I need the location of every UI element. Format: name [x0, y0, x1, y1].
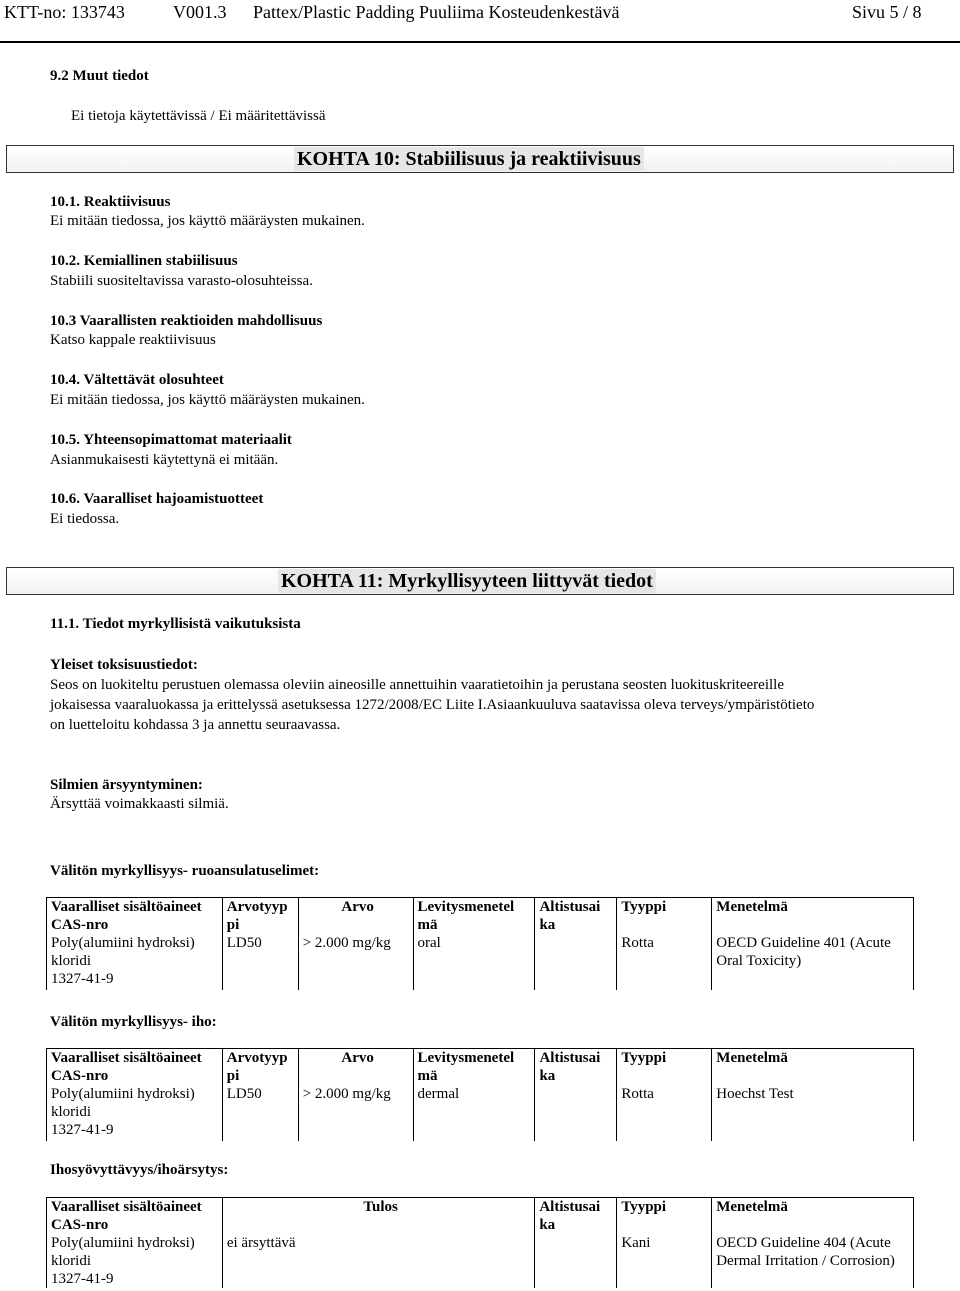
- exposure-time: [535, 934, 617, 990]
- col-value-type-cont: pi: [226, 1068, 240, 1084]
- dermal-tox-heading: Välitön myrkyllisyys- iho:: [50, 1014, 217, 1030]
- col-route: Levitysmenetel: [417, 1050, 515, 1066]
- heading-9-2: 9.2 Muut tiedot: [50, 68, 149, 84]
- section-11-title: KOHTA 11: Myrkyllisyyteen liittyvät tiedot: [278, 569, 656, 593]
- col-method: Menetelmä: [712, 1198, 914, 1235]
- col-value-type-cont: pi: [226, 917, 240, 933]
- section-11-box: [6, 567, 954, 595]
- method: OECD Guideline 401 (Acute: [716, 935, 891, 951]
- heading-10-1: 10.1. Reaktiivisuus: [50, 194, 171, 210]
- col-cas: CAS-nro: [51, 917, 109, 933]
- substance-name-cont: kloridi: [51, 1253, 91, 1269]
- substance-name: Poly(alumiini hydroksi): [51, 1086, 195, 1102]
- table-row: [47, 1234, 914, 1288]
- eye-irritation-heading: Silmien ärsyyntyminen:: [50, 777, 203, 793]
- substance-name-cont: kloridi: [51, 1104, 91, 1120]
- dermal-tox-table: [46, 1048, 914, 1141]
- cas-number: 1327-41-9: [51, 1122, 114, 1138]
- header-divider: [0, 41, 960, 43]
- value-type: LD50: [222, 1085, 298, 1141]
- text-10-6: Ei tiedossa.: [50, 511, 120, 527]
- value: > 2.000 mg/kg: [298, 934, 413, 990]
- general-tox-line-2: jokaisessa vaaraluokassa ja erittelyssä asetuksessa 1272/2008/EC Liite I.Asiaankuuluva saatavissa oleva terveys/ympäristötieto: [50, 697, 815, 713]
- col-substance: Vaaralliset sisältöaineet: [51, 1050, 202, 1066]
- col-substance: Vaaralliset sisältöaineet: [51, 1199, 202, 1215]
- value-type: LD50: [222, 934, 298, 990]
- method: OECD Guideline 404 (Acute: [716, 1235, 891, 1251]
- col-value-type: Arvotyyp: [226, 899, 288, 915]
- exposure-time: [535, 1234, 617, 1288]
- general-tox-heading: Yleiset toksisuustiedot:: [50, 657, 198, 673]
- col-cas: CAS-nro: [51, 1068, 109, 1084]
- version: V001.3: [173, 2, 227, 22]
- general-tox-line-3: on luetteloitu kohdassa 3 ja annettu seuraavassa.: [50, 717, 341, 733]
- heading-10-5: 10.5. Yhteensopimattomat materiaalit: [50, 432, 292, 448]
- page-number: Sivu 5 / 8: [852, 2, 922, 22]
- col-species: Tyyppi: [617, 1049, 712, 1086]
- species: Rotta: [617, 1085, 712, 1141]
- table-header-row: [47, 1049, 914, 1086]
- method-cont: Oral Toxicity): [716, 953, 802, 969]
- col-cas: CAS-nro: [51, 1217, 109, 1233]
- value: > 2.000 mg/kg: [298, 1085, 413, 1141]
- col-exposure: Altistusai: [539, 1050, 601, 1066]
- table-header-row: [47, 898, 914, 935]
- col-exposure-cont: ka: [539, 1068, 556, 1084]
- substance-name: Poly(alumiini hydroksi): [51, 1235, 195, 1251]
- method: Hoechst Test: [712, 1085, 914, 1141]
- col-value-type: Arvotyyp: [226, 1050, 288, 1066]
- col-value: Arvo: [298, 1049, 413, 1086]
- heading-10-6: 10.6. Vaaralliset hajoamistuotteet: [50, 491, 264, 507]
- corrosion-heading: Ihosyövyttävyys/ihoärsytys:: [50, 1162, 229, 1178]
- table-header-row: [47, 1198, 914, 1235]
- heading-10-2: 10.2. Kemiallinen stabiilisuus: [50, 253, 238, 269]
- table-row: [47, 934, 914, 990]
- col-method: Menetelmä: [712, 1049, 914, 1086]
- heading-10-3: 10.3 Vaarallisten reaktioiden mahdollisuus: [50, 313, 323, 329]
- text-10-1: Ei mitään tiedossa, jos käyttö määräysten mukainen.: [50, 213, 365, 229]
- col-method: Menetelmä: [712, 898, 914, 935]
- cas-number: 1327-41-9: [51, 1271, 114, 1287]
- route: oral: [413, 934, 535, 990]
- section-10-box: [6, 145, 954, 173]
- general-tox-line-1: Seos on luokiteltu perustuen olemassa oleviin aineosille annettuihin vaaratietoihin ja perustana seosten luokituskriteereille: [50, 677, 784, 693]
- species: Rotta: [617, 934, 712, 990]
- substance-name: Poly(alumiini hydroksi): [51, 935, 195, 951]
- cas-number: 1327-41-9: [51, 971, 114, 987]
- text-9-2: Ei tietoja käytettävissä / Ei määritettävissä: [71, 108, 326, 124]
- text-10-2: Stabiili suositeltavissa varasto-olosuhteissa.: [50, 273, 313, 289]
- species: Kani: [617, 1234, 712, 1288]
- col-exposure-cont: ka: [539, 1217, 556, 1233]
- text-10-5: Asianmukaisesti käytettynä ei mitään.: [50, 452, 279, 468]
- col-route-cont: mä: [417, 1068, 438, 1084]
- heading-10-4: 10.4. Vältettävät olosuhteet: [50, 372, 224, 388]
- heading-11-1: 11.1. Tiedot myrkyllisistä vaikutuksista: [50, 616, 301, 632]
- col-species: Tyyppi: [617, 898, 712, 935]
- col-result: Tulos: [222, 1198, 535, 1235]
- text-10-4: Ei mitään tiedossa, jos käyttö määräysten mukainen.: [50, 392, 365, 408]
- col-route: Levitysmenetel: [417, 899, 515, 915]
- col-value: Arvo: [298, 898, 413, 935]
- page-header: [0, 0, 960, 32]
- product-name: Pattex/Plastic Padding Puuliima Kosteudenkestävä: [253, 2, 620, 22]
- ktt-number: KTT-no: 133743: [4, 2, 125, 22]
- oral-tox-heading: Välitön myrkyllisyys- ruoansulatuselimet:: [50, 863, 320, 879]
- section-10-title: KOHTA 10: Stabiilisuus ja reaktiivisuus: [294, 147, 644, 171]
- corrosion-table: [46, 1197, 914, 1288]
- eye-irritation-text: Ärsyttää voimakkaasti silmiä.: [50, 796, 229, 812]
- substance-name-cont: kloridi: [51, 953, 91, 969]
- result: ei ärsyttävä: [222, 1234, 535, 1288]
- route: dermal: [413, 1085, 535, 1141]
- method-cont: Dermal Irritation / Corrosion): [716, 1253, 895, 1269]
- oral-tox-table: [46, 897, 914, 990]
- col-substance: Vaaralliset sisältöaineet: [51, 899, 202, 915]
- col-species: Tyyppi: [617, 1198, 712, 1235]
- col-exposure-cont: ka: [539, 917, 556, 933]
- exposure-time: [535, 1085, 617, 1141]
- col-route-cont: mä: [417, 917, 438, 933]
- col-exposure: Altistusai: [539, 899, 601, 915]
- text-10-3: Katso kappale reaktiivisuus: [50, 332, 216, 348]
- table-row: [47, 1085, 914, 1141]
- col-exposure: Altistusai: [539, 1199, 601, 1215]
